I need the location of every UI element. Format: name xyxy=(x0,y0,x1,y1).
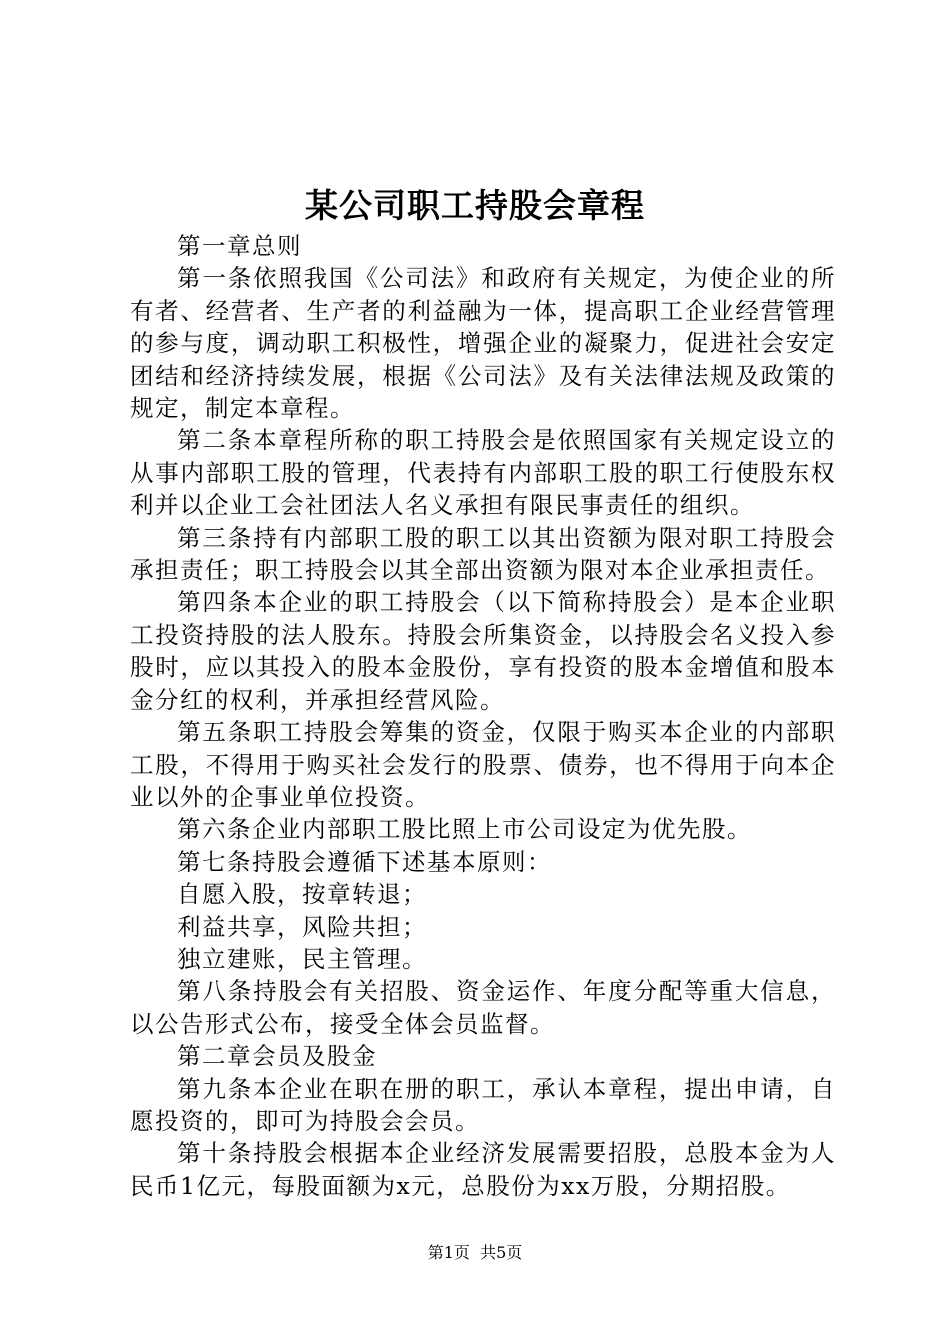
article-paragraph: 第一条依照我国《公司法》和政府有关规定，为使企业的所有者、经营者、生产者的利益融为一体，提高职工企业经营管理的参与度，调动职工积极性，增强企业的凝聚力，促进社会安定团结和经济持续发展，根据《公司法》及有关法律法规及政策的规定，制定本章程。 xyxy=(130,264,836,423)
principle-item: 利益共享，风险共担； xyxy=(177,912,427,941)
article-paragraph: 第九条本企业在职在册的职工，承认本章程，提出申请，自愿投资的，即可为持股会会员。 xyxy=(130,1074,836,1135)
chapter-heading: 第一章总则 xyxy=(177,232,302,260)
page-total: 共5页 xyxy=(480,1243,523,1262)
article-paragraph: 第七条持股会遵循下述基本原则： xyxy=(177,847,552,876)
article-paragraph: 第二条本章程所称的职工持股会是依照国家有关规定设立的从事内部职工股的管理，代表持有内部职工股的职工行使股东权利并以企业工会社团法人名义承担有限民事责任的组织。 xyxy=(130,426,836,520)
page-number: 第1页 xyxy=(427,1243,470,1262)
article-paragraph: 第六条企业内部职工股比照上市公司设定为优先股。 xyxy=(177,815,752,844)
article-paragraph: 第八条持股会有关招股、资金运作、年度分配等重大信息，以公告形式公布，接受全体会员监督。 xyxy=(130,977,836,1038)
document-body xyxy=(130,230,836,1202)
article-paragraph: 第五条职工持股会筹集的资金，仅限于购买本企业的内部职工股，不得用于购买社会发行的股票、债券，也不得用于向本企业以外的企事业单位投资。 xyxy=(130,718,836,811)
principle-item: 自愿入股，按章转退； xyxy=(177,880,427,909)
article-paragraph: 第三条持有内部职工股的职工以其出资额为限对职工持股会承担责任；职工持股会以其全部出资额为限对本企业承担责任。 xyxy=(130,523,836,585)
chapter-heading: 第二章会员及股金 xyxy=(177,1042,377,1071)
document-title: 某公司职工持股会章程 xyxy=(305,186,645,225)
article-paragraph: 第四条本企业的职工持股会（以下简称持股会）是本企业职工投资持股的法人股东。持股会所集资金，以持股会名义投入参股时，应以其投入的股本金股份，享有投资的股本金增值和股本金分红的权利，并承担经营风险。 xyxy=(130,588,836,714)
principle-item: 独立建账，民主管理。 xyxy=(177,944,427,973)
page-footer xyxy=(0,1241,950,1265)
article-paragraph: 第十条持股会根据本企业经济发展需要招股，总股本金为人民币1亿元，每股面额为x元，总股份为xx万股，分期招股。 xyxy=(130,1139,836,1200)
